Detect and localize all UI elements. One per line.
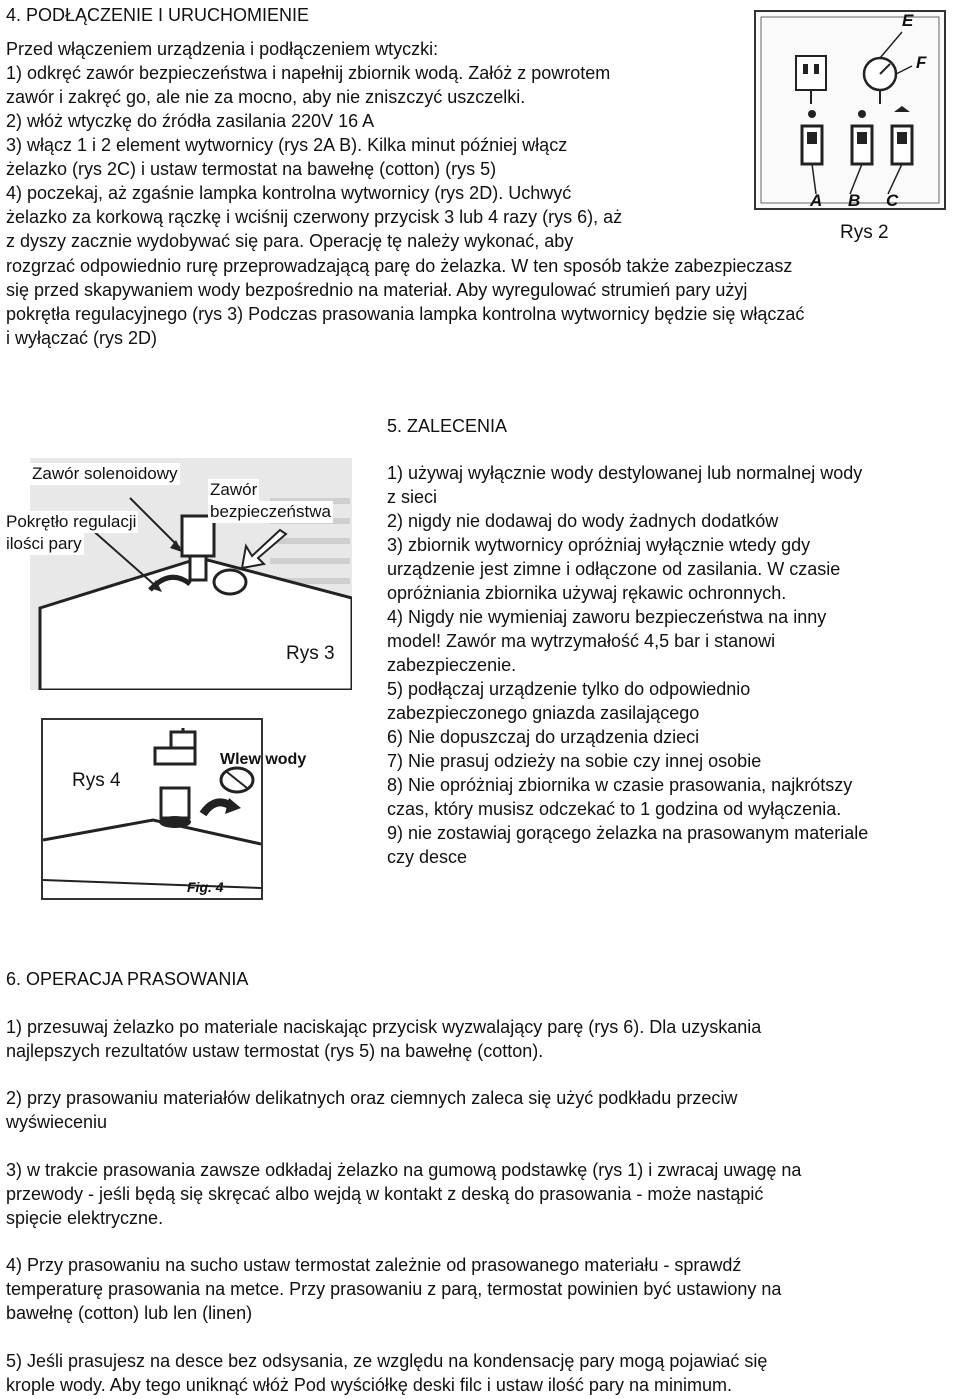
list-item: 6) Nie dopuszczaj do urządzenia dzieci <box>387 727 700 747</box>
text-line: 4) Przy prasowaniu na sucho ustaw termostat zależnie od prasowanego materiału - sprawdź <box>6 1255 742 1275</box>
label-solenoid-valve: Zawór solenoidowy <box>32 464 178 483</box>
text-line: się przed skapywaniem wody bezpośrednio na materiał. Aby wyregulować strumień pary użyj <box>6 280 748 300</box>
list-item: z sieci <box>387 487 438 507</box>
control-panel-sketch <box>752 8 948 212</box>
label-water-inlet: Wlew wody <box>220 751 307 768</box>
figure-4-photo <box>41 718 263 900</box>
figure-2-control-panel <box>752 8 948 212</box>
text-line: wyświeceniu <box>6 1112 108 1132</box>
section-5-title: 5. ZALECENIA <box>387 416 508 436</box>
letter-c: C <box>886 191 899 210</box>
text-line: 4) poczekaj, aż zgaśnie lampka kontrolna wytwornicy (rys 2D). Uchwyć <box>6 183 572 203</box>
text-line: najlepszych rezultatów ustaw termostat (rys 5) na bawełnę (cotton). <box>6 1041 544 1061</box>
label-steam-knob-line1: Pokrętło regulacji <box>6 512 137 531</box>
text-line: Przed włączeniem urządzenia i podłączeniem wtyczki: <box>6 39 439 59</box>
figure-3-caption: Rys 3 <box>286 643 335 664</box>
letter-b: B <box>848 191 861 210</box>
figure-4-photo-caption: Fig. 4 <box>187 879 224 895</box>
text-line: bawełnę (cotton) lub len (linen) <box>6 1303 253 1323</box>
letter-f: F <box>916 53 927 72</box>
text-line: i wyłączać (rys 2D) <box>6 328 158 348</box>
list-item: 2) nigdy nie dodawaj do wody żadnych dodatków <box>387 511 779 531</box>
text-line: żelazko za korkową rączkę i wciśnij czerwony przycisk 3 lub 4 razy (rys 6), aż <box>6 207 623 227</box>
text-line: żelazko (rys 2C) i ustaw termostat na bawełnę (cotton) (rys 5) <box>6 159 497 179</box>
text-line: spięcie elektryczne. <box>6 1208 164 1228</box>
switch-a-icon <box>802 126 822 164</box>
switch-c-icon <box>892 126 912 164</box>
list-item: 4) Nigdy nie wymieniaj zaworu bezpieczeństwa na inny <box>387 607 827 627</box>
figure-4-caption: Rys 4 <box>72 770 121 791</box>
letter-a: A <box>810 191 823 210</box>
label-safety-valve-line2: bezpieczeństwa <box>210 502 331 521</box>
label-steam-knob-line2: ilości pary <box>6 534 82 553</box>
text-line: z dyszy zacznie wydobywać się para. Operację tę należy wykonać, aby <box>6 231 574 251</box>
text-line: rozgrzać odpowiednio rurę przeprowadzającą parę do żelazka. W ten sposób także zabezpieczasz <box>6 256 793 276</box>
text-line: temperaturę prasowania na metce. Przy prasowaniu z parą, termostat powinien być ustawiony na <box>6 1279 782 1299</box>
text-line: 3) włącz 1 i 2 element wytwornicy (rys 2A B). Kilka minut później włącz <box>6 135 568 155</box>
text-line: krople wody. Aby tego uniknąć włóż Pod wyściółkę deski filc i ustaw ilość pary na minimum. <box>6 1375 732 1395</box>
text-line: 1) przesuwaj żelazko po materiale naciskając przycisk wyzwalający parę (rys 6). Dla uzyskania <box>6 1017 762 1037</box>
list-item: czas, który musisz odczekać to 1 godzina od wyłączenia. <box>387 799 842 819</box>
socket-icon <box>796 56 826 90</box>
section-4-title: 4. PODŁĄCZENIE I URUCHOMIENIE <box>6 5 310 25</box>
label-safety-valve-line1: Zawór <box>210 480 258 499</box>
figure-2-caption: Rys 2 <box>840 222 889 243</box>
text-line: 5) Jeśli prasujesz na desce bez odsysania, ze względu na kondensację pary mogą pojawiać się <box>6 1351 768 1371</box>
list-item: opróżniania zbiornika używaj rękawic ochronnych. <box>387 583 787 603</box>
list-item: zabezpieczonego gniazda zasilającego <box>387 703 700 723</box>
text-line: przewody - jeśli będą się skręcać albo wejdą w kontakt z deską do prasowania - może nastąpić <box>6 1184 764 1204</box>
list-item: czy desce <box>387 847 468 867</box>
text-line: zawór i zakręć go, ale nie za mocno, aby nie zniszczyć uszczelki. <box>6 87 526 107</box>
list-item: zabezpieczenie. <box>387 655 517 675</box>
text-line: 2) włóż wtyczkę do źródła zasilania 220V 16 A <box>6 111 375 131</box>
list-item: 5) podłączaj urządzenie tylko do odpowiednio <box>387 679 751 699</box>
list-item: 8) Nie opróżniaj zbiornika w czasie prasowania, najkrótszy <box>387 775 853 795</box>
list-item: model! Zawór ma wytrzymałość 4,5 bar i stanowi <box>387 631 776 651</box>
water-inlet-sketch <box>43 720 261 898</box>
list-item: 1) używaj wyłącznie wody destylowanej lub normalnej wody <box>387 463 863 483</box>
switch-b-icon <box>852 126 872 164</box>
section-6-title: 6. OPERACJA PRASOWANIA <box>6 969 249 989</box>
list-item: 9) nie zostawiaj gorącego żelazka na prasowanym materiale <box>387 823 869 843</box>
list-item: 7) Nie prasuj odzieży na sobie czy innej osobie <box>387 751 762 771</box>
letter-e: E <box>902 11 914 30</box>
text-line: 3) w trakcie prasowania zawsze odkładaj żelazko na gumową podstawkę (rys 1) i zwracaj uwagę na <box>6 1160 802 1180</box>
text-line: pokrętła regulacyjnego (rys 3) Podczas prasowania lampka kontrolna wytwornicy będzie się włączać <box>6 304 805 324</box>
text-line: 1) odkręć zawór bezpieczeństwa i napełnij zbiornik wodą. Załóż z powrotem <box>6 63 611 83</box>
list-item: urządzenie jest zimne i odłączone od zasilania. W czasie <box>387 559 841 579</box>
text-line: 2) przy prasowaniu materiałów delikatnych oraz ciemnych zaleca się użyć podkładu przeciw <box>6 1088 738 1108</box>
list-item: 3) zbiornik wytwornicy opróżniaj wyłącznie wtedy gdy <box>387 535 811 555</box>
